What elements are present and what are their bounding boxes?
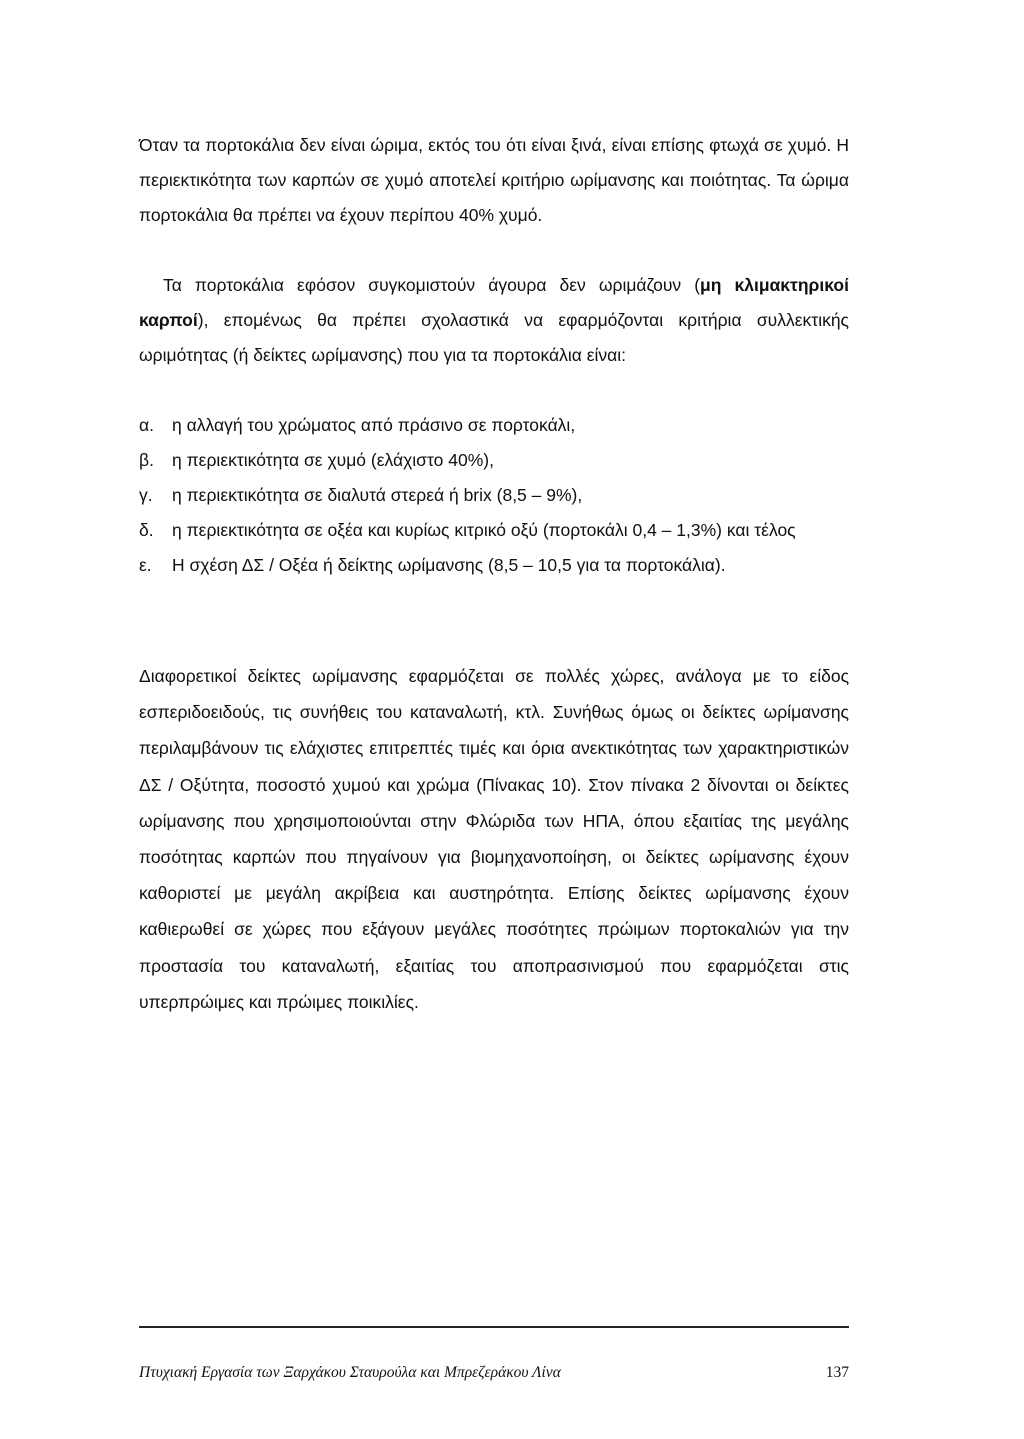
list-item-text: Η σχέση ΔΣ / Οξέα ή δείκτης ωρίμανσης (8,5 – 10,5 για τα πορτοκάλια). xyxy=(172,555,726,575)
list-marker: γ. xyxy=(139,485,153,505)
list-item xyxy=(139,408,849,443)
list-item-text: η περιεκτικότητα σε διαλυτά στερεά ή brix (8,5 – 9%), xyxy=(172,485,583,505)
list-marker: β. xyxy=(139,450,154,470)
paragraph-maturity-indices-countries xyxy=(139,658,849,1020)
paragraph-text: Διαφορετικοί δείκτες ωρίμανσης εφαρμόζεται σε πολλές χώρες, ανάλογα με το είδος εσπεριδοειδούς, τις συνήθεις του καταναλωτή, κτλ. Συνήθως όμως οι δείκτες ωρίμανσης περιλαμβάνουν τις ελάχιστες επιτρεπτές τιμές και όρια ανεκτικότητας των χαρακτηριστικών ΔΣ / Οξύτητα, ποσοστό χυμού και χρώμα (Πίνακας 10). Στον πίνακα 2 δίνονται οι δείκτες ωρίμανσης που χρησιμοποιούνται στην Φλώριδα των ΗΠΑ, όπου εξαιτίας της μεγάλης ποσότητας καρπών που πηγαίνουν για βιομηχανοποίηση, οι δείκτες ωρίμανσης έχουν καθοριστεί με μεγάλη ακρίβεια και αυστηρότητα. Επίσης δείκτες ωρίμανσης έχουν καθιερωθεί σε χώρες που εξάγουν μεγάλες ποσότητες πρώιμων πορτοκαλιών για την προστασία του καταναλωτή, εξαιτίας του αποπρασινισμού που εφαρμόζεται στις υπερπρώιμες και πρώιμες ποικιλίες. xyxy=(139,666,849,1012)
paragraph-maturity-criteria xyxy=(139,268,849,373)
paragraph-text: Όταν τα πορτοκάλια δεν είναι ώριμα, εκτός του ότι είναι ξινά, είναι επίσης φτωχά σε χυμό. Η περιεκτικότητα των καρπών σε χυμό αποτελεί κριτήριο ωρίμανσης και ποιότητας. Τα ώριμα πορτοκάλια θα πρέπει να έχουν περίπου 40% χυμό. xyxy=(139,135,849,225)
paragraph-juice-content xyxy=(139,128,849,233)
list-item xyxy=(139,513,849,548)
list-marker: α. xyxy=(139,415,154,435)
maturity-index-list xyxy=(139,408,849,583)
list-item xyxy=(139,478,849,513)
paragraph-text xyxy=(139,268,849,373)
page-footer xyxy=(139,1364,849,1382)
list-item xyxy=(139,443,849,478)
list-item-text: η αλλαγή του χρώματος από πράσινο σε πορτοκάλι, xyxy=(172,415,576,435)
list-item-text: η περιεκτικότητα σε οξέα και κυρίως κιτρικό οξύ (πορτοκάλι 0,4 – 1,3%) και τέλος xyxy=(172,520,796,540)
list-marker: δ. xyxy=(139,520,154,540)
paragraph-text-end: ), επομένως θα πρέπει σχολαστικά να εφαρμόζονται κριτήρια συλλεκτικής ωριμότητας (ή δείκτες ωρίμανσης) που για τα πορτοκάλια είναι: xyxy=(139,310,849,365)
bold-term: μη κλιμακτηρικοί καρποί xyxy=(139,275,849,330)
list-marker: ε. xyxy=(139,555,152,575)
list-item xyxy=(139,548,849,583)
footer-divider xyxy=(139,1326,849,1328)
list-item-text: η περιεκτικότητα σε χυμό (ελάχιστο 40%), xyxy=(172,450,494,470)
page-number: 137 xyxy=(825,1364,849,1381)
paragraph-text-start: Τα πορτοκάλια εφόσον συγκομιστούν άγουρα δεν ωριμάζουν ( xyxy=(163,275,701,295)
footer-text: Πτυχιακή Εργασία των Ξαρχάκου Σταυρούλα και Μπρεζεράκου Λίνα xyxy=(139,1364,561,1381)
